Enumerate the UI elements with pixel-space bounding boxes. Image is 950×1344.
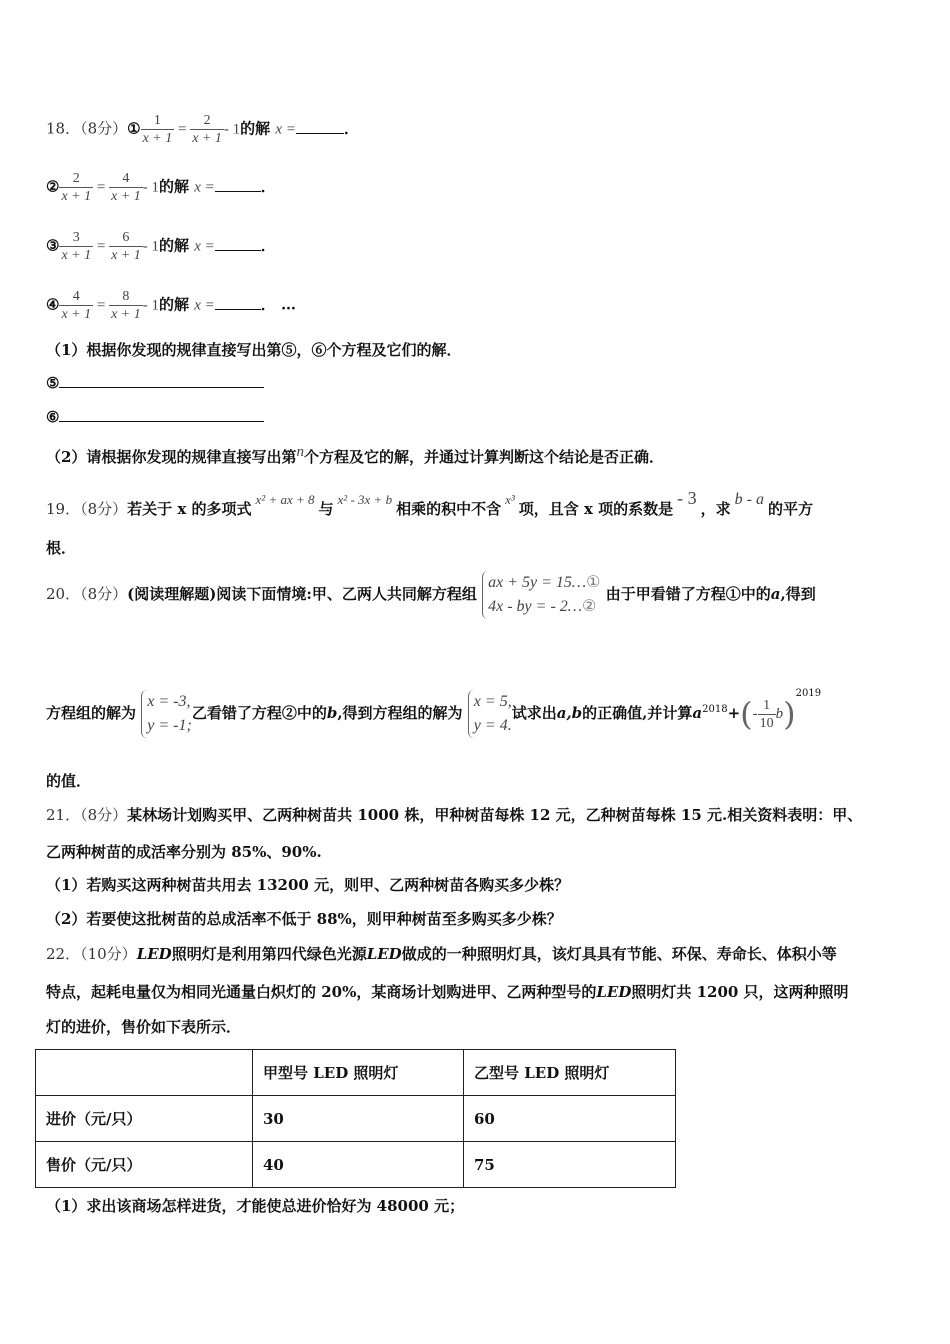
q21-line2: 乙两种树苗的成活率分别为 85%、90%. bbox=[46, 843, 322, 861]
q19-line1: 19．（8分）若关于 x 的多项式x² + ax + 8与x² - 3x + b相乘的积中不含x³项，且含 x 项的系数是- 3，求b - a的平方 bbox=[46, 488, 814, 518]
q22-part1: （1）求出该商场怎样进货，才能使总进价恰好为 48000 元； bbox=[46, 1197, 465, 1215]
table-cell: 75 bbox=[464, 1142, 676, 1188]
q20-line1: 20．（8分）(阅读理解题)阅读下面情境:甲、乙两人共同解方程组 ax + 5y = 15…① 4x - by = - 2…② 由于甲看错了方程①中的a,得到 bbox=[46, 571, 816, 619]
fraction: $\frac{1}{x + 1}$ bbox=[142, 113, 173, 146]
q21-part1: （1）若购买这两种树苗共用去 13200 元，则甲、乙两种树苗各购买多少株？ bbox=[46, 876, 570, 894]
solution-system: x = -3, y = -1; bbox=[141, 690, 192, 738]
table-cell: 30 bbox=[253, 1096, 464, 1142]
q21-line1: 21．（8分）某林场计划购买甲、乙两种树苗共 1000 株，甲种树苗每株 12 元，乙种树苗每株 15 元.相关资料表明：甲、 bbox=[46, 806, 863, 824]
fraction: $\frac{1}{10}$ bbox=[759, 697, 774, 731]
answer-blank[interactable] bbox=[59, 421, 264, 422]
table-row bbox=[36, 1096, 676, 1142]
table-header: 甲型号 LED 照明灯 bbox=[253, 1050, 464, 1096]
table-cell bbox=[36, 1050, 253, 1096]
q21-part2: （2）若要使这批树苗的总成活率不低于 88%，则甲种树苗至多购买多少株？ bbox=[46, 910, 562, 928]
table-cell: 售价（元/只） bbox=[36, 1142, 253, 1188]
q18-part2: （2）请根据你发现的规律直接写出第n个方程及它的解，并通过计算判断这个结论是否正确． bbox=[46, 444, 664, 466]
q18-blank6: ⑥ bbox=[46, 407, 264, 427]
solution-system: x = 5, y = 4. bbox=[468, 690, 512, 738]
q18-blank5: ⑤ bbox=[46, 373, 264, 393]
table-cell: 40 bbox=[253, 1142, 464, 1188]
table-row bbox=[36, 1142, 676, 1188]
answer-blank[interactable] bbox=[59, 387, 264, 388]
q18-eq2: ② $\frac{2}{x + 1}$ = $\frac{4}{x + 1}$ - 1的解 x = ． bbox=[46, 171, 276, 204]
equation-system: ax + 5y = 15…① 4x - by = - 2…② bbox=[482, 571, 600, 619]
answer-blank[interactable] bbox=[215, 309, 261, 310]
table-cell: 60 bbox=[464, 1096, 676, 1142]
table-header: 乙型号 LED 照明灯 bbox=[464, 1050, 676, 1096]
q19-line2: 根． bbox=[46, 539, 77, 557]
fraction: $\frac{2}{x + 1}$ bbox=[192, 113, 222, 146]
answer-blank[interactable] bbox=[296, 133, 344, 134]
q18-part1: （1）根据你发现的规律直接写出第⑤，⑥个方程及它们的解． bbox=[46, 341, 462, 359]
q22-line2: 特点，起耗电量仅为相同光通量白炽灯的 20%，某商场计划购进甲、乙两种型号的LED照明灯共 1200 只，这两种照明 bbox=[46, 983, 849, 1001]
fraction: $\frac{8}{x + 1}$ bbox=[111, 289, 141, 322]
q18-eq3: ③ $\frac{3}{x + 1}$ = $\frac{6}{x + 1}$ - 1的解 x = ． bbox=[46, 230, 276, 263]
q22-line3: 灯的进价，售价如下表所示． bbox=[46, 1018, 242, 1036]
fraction: $\frac{6}{x + 1}$ bbox=[111, 230, 141, 263]
answer-blank[interactable] bbox=[215, 250, 261, 251]
fraction: $\frac{3}{x + 1}$ bbox=[61, 230, 92, 263]
q18-eq4: ④ $\frac{4}{x + 1}$ = $\frac{8}{x + 1}$ - 1的解 x = ． … bbox=[46, 289, 297, 322]
table-row bbox=[36, 1050, 676, 1096]
q18-eq1-marker: ① bbox=[127, 119, 141, 138]
fraction: $\frac{2}{x + 1}$ bbox=[61, 171, 92, 204]
fraction: $\frac{4}{x + 1}$ bbox=[111, 171, 141, 204]
answer-blank[interactable] bbox=[215, 191, 261, 192]
q18-score: （8分） bbox=[80, 119, 128, 138]
fraction: $\frac{4}{x + 1}$ bbox=[61, 289, 92, 322]
q22-line1: 22．（10分）LED照明灯是利用第四代绿色光源LED做成的一种照明灯具，该灯具具有节能、环保、寿命长、体积小等 bbox=[46, 945, 837, 963]
q20-line3: 的值． bbox=[46, 772, 92, 790]
q20-line2: 方程组的解为 x = -3, y = -1; 乙看错了方程②中的b,得到方程组的解为 x = 5, y = 4. 试求出a,b的正确值,并计算$a^{2018}+(-$ $\frac{1}{10}$ b)$^{2019}$ bbox=[46, 684, 821, 738]
price-table bbox=[35, 1049, 676, 1188]
table-cell: 进价（元/只） bbox=[36, 1096, 253, 1142]
q18-number: 18． bbox=[46, 119, 81, 138]
q18-eq1: 18．（8分）① $\frac{1}{x + 1}$ = $\frac{2}{x + 1}$ - 1的解 x = ． bbox=[46, 113, 359, 146]
